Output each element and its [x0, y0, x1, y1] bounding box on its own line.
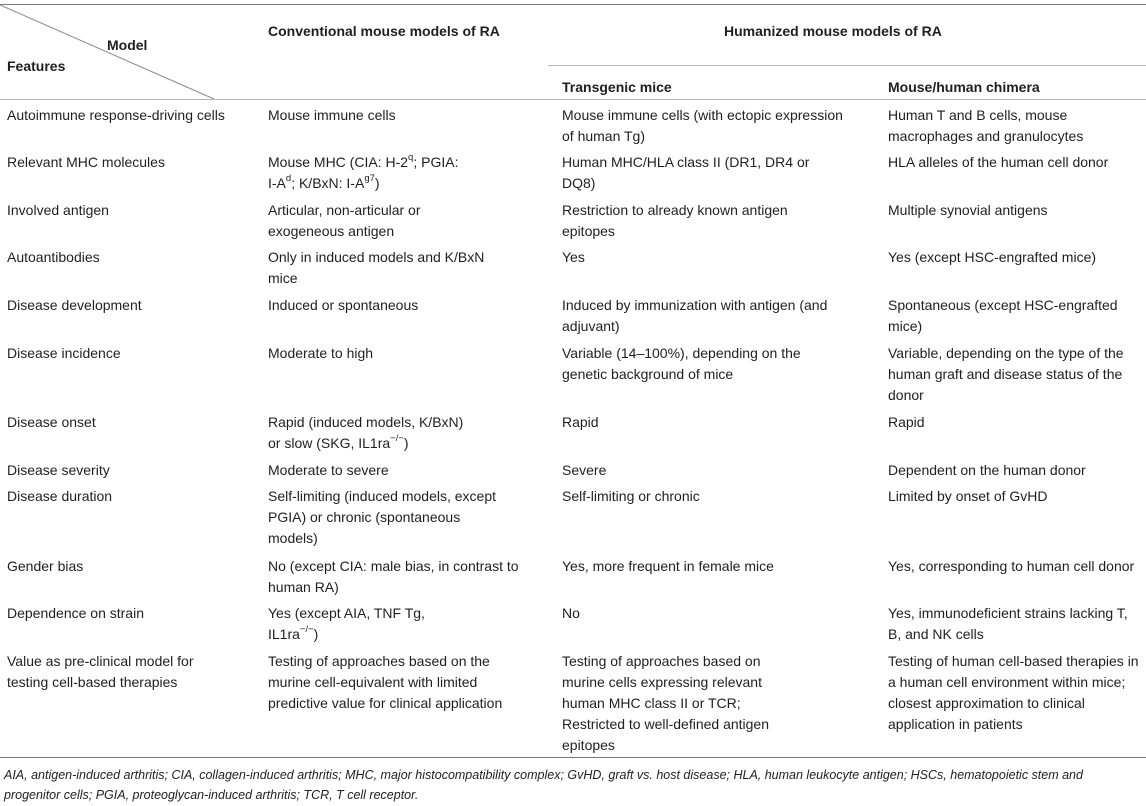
feature-cell: Disease severity	[7, 462, 110, 478]
conventional-cell: Moderate to severe	[268, 462, 389, 478]
transgenic-cell: Yes, more frequent in female mice	[562, 558, 774, 574]
conventional-cell: Only in induced models and K/BxN mice	[268, 249, 485, 286]
feature-cell: Gender bias	[7, 558, 84, 574]
transgenic-cell: Rapid	[562, 414, 599, 430]
humanized-sub-rule	[548, 65, 1146, 66]
transgenic-cell: Mouse immune cells (with ectopic expression of human Tg)	[562, 107, 843, 144]
conventional-cell: Self-limiting (induced models, except PGIA) or chronic (spontaneous models)	[268, 488, 496, 546]
header-humanized: Humanized mouse models of RA	[724, 23, 942, 39]
chimera-cell: Spontaneous (except HSC-engrafted mice)	[888, 297, 1118, 334]
transgenic-cell: Severe	[562, 462, 607, 478]
chimera-cell: Limited by onset of GvHD	[888, 488, 1048, 504]
conventional-cell: Testing of approaches based on the murine cell-equivalent with limited predictive value for clinical application	[268, 653, 503, 711]
transgenic-cell: Testing of approaches based on murine cells expressing relevant human MHC class II or TCR; Restricted to well-defined antigen epitopes	[562, 653, 770, 753]
conventional-cell: No (except CIA: male bias, in contrast to human RA)	[268, 558, 519, 595]
chimera-cell: Yes (except HSC-engrafted mice)	[888, 249, 1097, 265]
conventional-cell: Moderate to high	[268, 345, 374, 361]
table-bottom-rule	[0, 757, 1146, 758]
chimera-cell: Variable, depending on the type of the human graft and disease status of the donor	[888, 345, 1124, 403]
transgenic-cell: Human MHC/HLA class II (DR1, DR4 or DQ8)	[562, 154, 810, 191]
header-model-label: Model	[107, 37, 148, 53]
feature-cell: Autoantibodies	[7, 249, 100, 265]
feature-cell: Dependence on strain	[7, 605, 144, 621]
table-footnote: AIA, antigen-induced arthritis; CIA, collagen-induced arthritis; MHC, major histocompatibility complex; GvHD, graft vs. host disease; HLA, human leukocyte antigen; HSCs, hematopoietic stem and progenitor cells; PGIA, proteoglycan-induced arthritis; TCR, T cell receptor.	[4, 768, 1083, 802]
transgenic-cell: Variable (14–100%), depending on the genetic background of mice	[562, 345, 801, 382]
conventional-cell: Rapid (induced models, K/BxN) or slow (SKG, IL1ra−/−)	[268, 414, 464, 451]
transgenic-cell: Restriction to already known antigen epitopes	[562, 202, 788, 239]
feature-cell: Disease onset	[7, 414, 96, 430]
chimera-cell: Yes, immunodeficient strains lacking T, B, and NK cells	[888, 605, 1128, 642]
transgenic-cell: Yes	[562, 249, 585, 265]
chimera-cell: Human T and B cells, mouse macrophages and granulocytes	[888, 107, 1084, 144]
feature-cell: Value as pre-clinical model for testing cell-based therapies	[7, 653, 194, 690]
feature-cell: Disease duration	[7, 488, 113, 504]
feature-cell: Involved antigen	[7, 202, 109, 218]
header-conventional: Conventional mouse models of RA	[268, 23, 500, 39]
feature-cell: Disease incidence	[7, 345, 121, 361]
chimera-cell: HLA alleles of the human cell donor	[888, 154, 1109, 170]
header-features-label: Features	[7, 58, 66, 74]
transgenic-cell: No	[562, 605, 580, 621]
transgenic-cell: Induced by immunization with antigen (and adjuvant)	[562, 297, 828, 334]
conventional-cell: Mouse immune cells	[268, 107, 396, 123]
conventional-cell: Mouse MHC (CIA: H-2$^q$; PGIA: $I-A^d$; K/BxN: $I-A^{g7}$)	[268, 152, 459, 191]
feature-cell: Autoimmune response-driving cells	[7, 107, 225, 123]
chimera-cell: Dependent on the human donor	[888, 462, 1086, 478]
conventional-cell: Yes (except AIA, TNF Tg, IL1ra−/−)	[268, 605, 425, 642]
header-chimera: Mouse/human chimera	[888, 79, 1040, 95]
chimera-cell: Rapid	[888, 414, 925, 430]
conventional-cell: Induced or spontaneous	[268, 297, 419, 313]
feature-cell: Relevant MHC molecules	[7, 154, 165, 170]
chimera-cell: Multiple synovial antigens	[888, 202, 1048, 218]
feature-cell: Disease development	[7, 297, 142, 313]
conventional-cell: Articular, non-articular or exogeneous antigen	[268, 202, 421, 239]
chimera-cell: Yes, corresponding to human cell donor	[888, 558, 1135, 574]
chimera-cell: Testing of human cell-based therapies in a human cell environment within mice; closest approximation to clinical application in patients	[888, 653, 1139, 732]
transgenic-cell: Self-limiting or chronic	[562, 488, 700, 504]
header-transgenic: Transgenic mice	[562, 79, 672, 95]
